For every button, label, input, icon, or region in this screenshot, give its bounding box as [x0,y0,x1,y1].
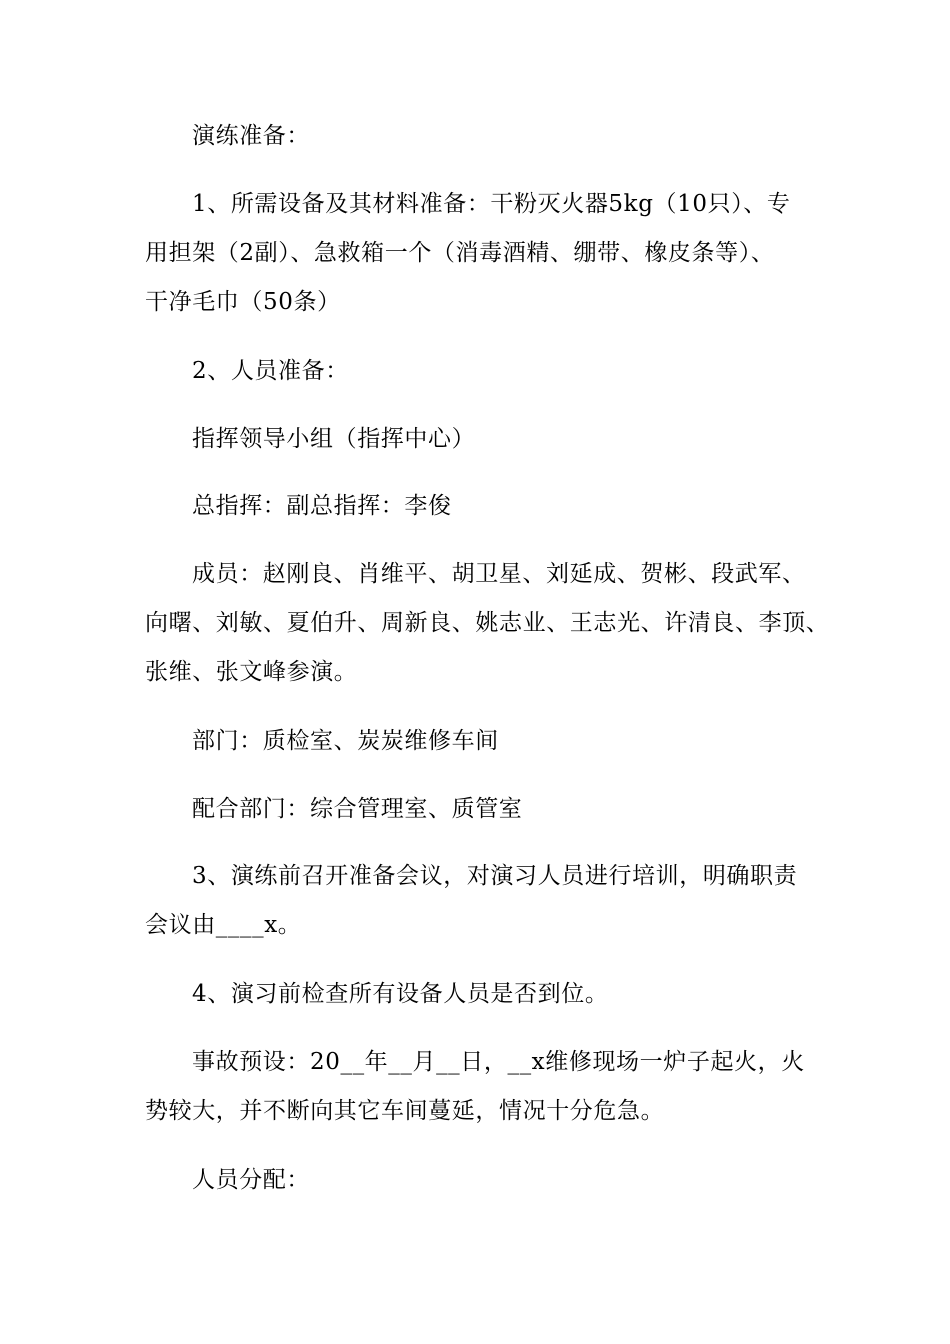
paragraph-personnel-prep: 2、人员准备： [192,358,349,384]
section-heading-drill-prep: 演练准备： [192,123,310,149]
paragraph-equipment-check: 4、演习前检查所有设备人员是否到位。 [192,981,609,1007]
paragraph-commander: 总指挥：副总指挥：李俊 [192,493,452,519]
paragraph-members-line-1: 成员：赵刚良、肖维平、胡卫星、刘延成、贺彬、段武军、 [192,561,806,587]
paragraph-scenario-line-1: 事故预设：20__年__月__日，__x维修现场一炉子起火，火 [192,1049,805,1075]
paragraph-equipment-line-1: 1、所需设备及其材料准备：干粉灭火器5kg（10只）、专 [192,191,791,217]
section-heading-staff-assignment: 人员分配： [192,1167,310,1193]
paragraph-cooperating-departments: 配合部门：综合管理室、质管室 [192,796,523,822]
paragraph-command-group: 指挥领导小组（指挥中心） [192,426,476,452]
paragraph-meeting-line-1: 3、演练前召开准备会议，对演习人员进行培训，明确职责 [192,863,798,889]
paragraph-equipment-line-2: 用担架（2副）、急救箱一个（消毒酒精、绷带、橡皮条等）、 [145,240,775,266]
paragraph-members-line-3: 张维、张文峰参演。 [145,659,358,685]
paragraph-members-line-2: 向曙、刘敏、夏伯升、周新良、姚志业、王志光、许清良、李顶、 [145,610,830,636]
paragraph-equipment-line-3: 干净毛巾（50条） [145,289,341,315]
paragraph-scenario-line-2: 势较大，并不断向其它车间蔓延，情况十分危急。 [145,1098,665,1124]
paragraph-department: 部门：质检室、炭炭维修车间 [192,728,499,754]
paragraph-meeting-line-2: 会议由____x。 [145,912,302,938]
